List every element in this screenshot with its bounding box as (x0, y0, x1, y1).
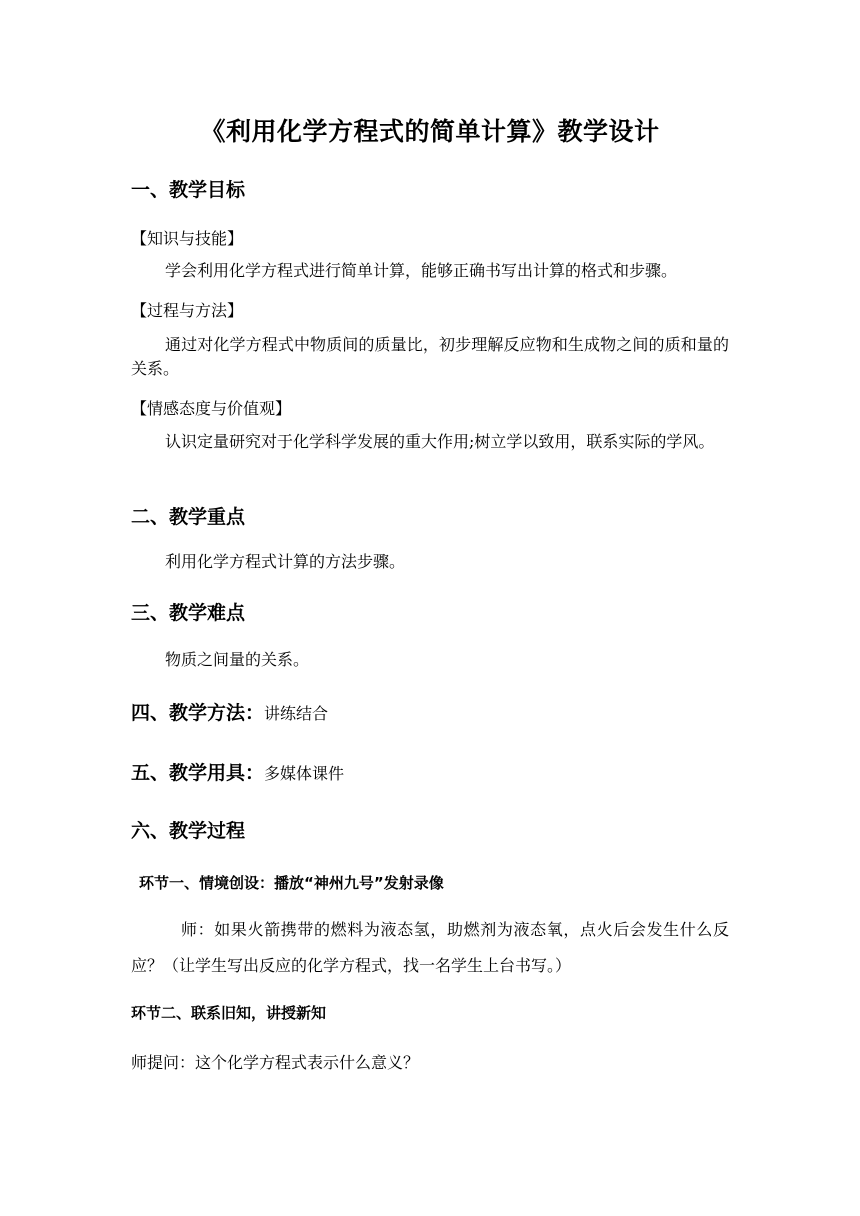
method-value: 讲练结合 (264, 704, 329, 723)
paragraph-difficulties: 物质之间量的关系。 (165, 650, 310, 669)
section-heading-difficulties: 三、教学难点 (131, 602, 246, 624)
step1-title: 环节一、情境创设：播放“神州九号”发射录像 (139, 874, 444, 892)
paragraph-attitude: 认识定量研究对于化学科学发展的重大作用;树立学以致用，联系实际的学风。 (165, 432, 715, 451)
tools-value: 多媒体课件 (264, 764, 345, 783)
step1-text: 师：如果火箭携带的燃料为液态氢，助燃剂为液态氧，点火后会发生什么反应？（让学生写出反应的化学方程式，找一名学生上台书写。） (131, 920, 729, 975)
step2-text: 师提问：这个化学方程式表示什么意义？ (131, 1053, 420, 1072)
step2-title: 环节二、联系旧知，讲授新知 (131, 1004, 327, 1022)
page-title: 《利用化学方程式的简单计算》教学设计 (200, 117, 660, 146)
section-heading-tools (131, 758, 344, 785)
subheading-knowledge: 【知识与技能】 (131, 229, 244, 248)
section-heading-objectives: 一、教学目标 (131, 179, 246, 201)
subheading-attitude: 【情感态度与价值观】 (131, 399, 292, 418)
paragraph-knowledge: 学会利用化学方程式进行简单计算，能够正确书写出计算的格式和步骤。 (165, 261, 678, 280)
paragraph-key-points: 利用化学方程式计算的方法步骤。 (165, 552, 406, 571)
subheading-process: 【过程与方法】 (131, 301, 244, 320)
section-heading-process: 六、教学过程 (131, 820, 246, 842)
paragraph-process: 通过对化学方程式中物质间的质量比，初步理解反应物和生成物之间的质和量的关系。 (131, 335, 729, 378)
tools-label: 五、教学用具： (131, 762, 265, 784)
method-label: 四、教学方法： (131, 702, 265, 724)
section-heading-key-points: 二、教学重点 (131, 506, 246, 528)
section-heading-method (131, 698, 328, 725)
